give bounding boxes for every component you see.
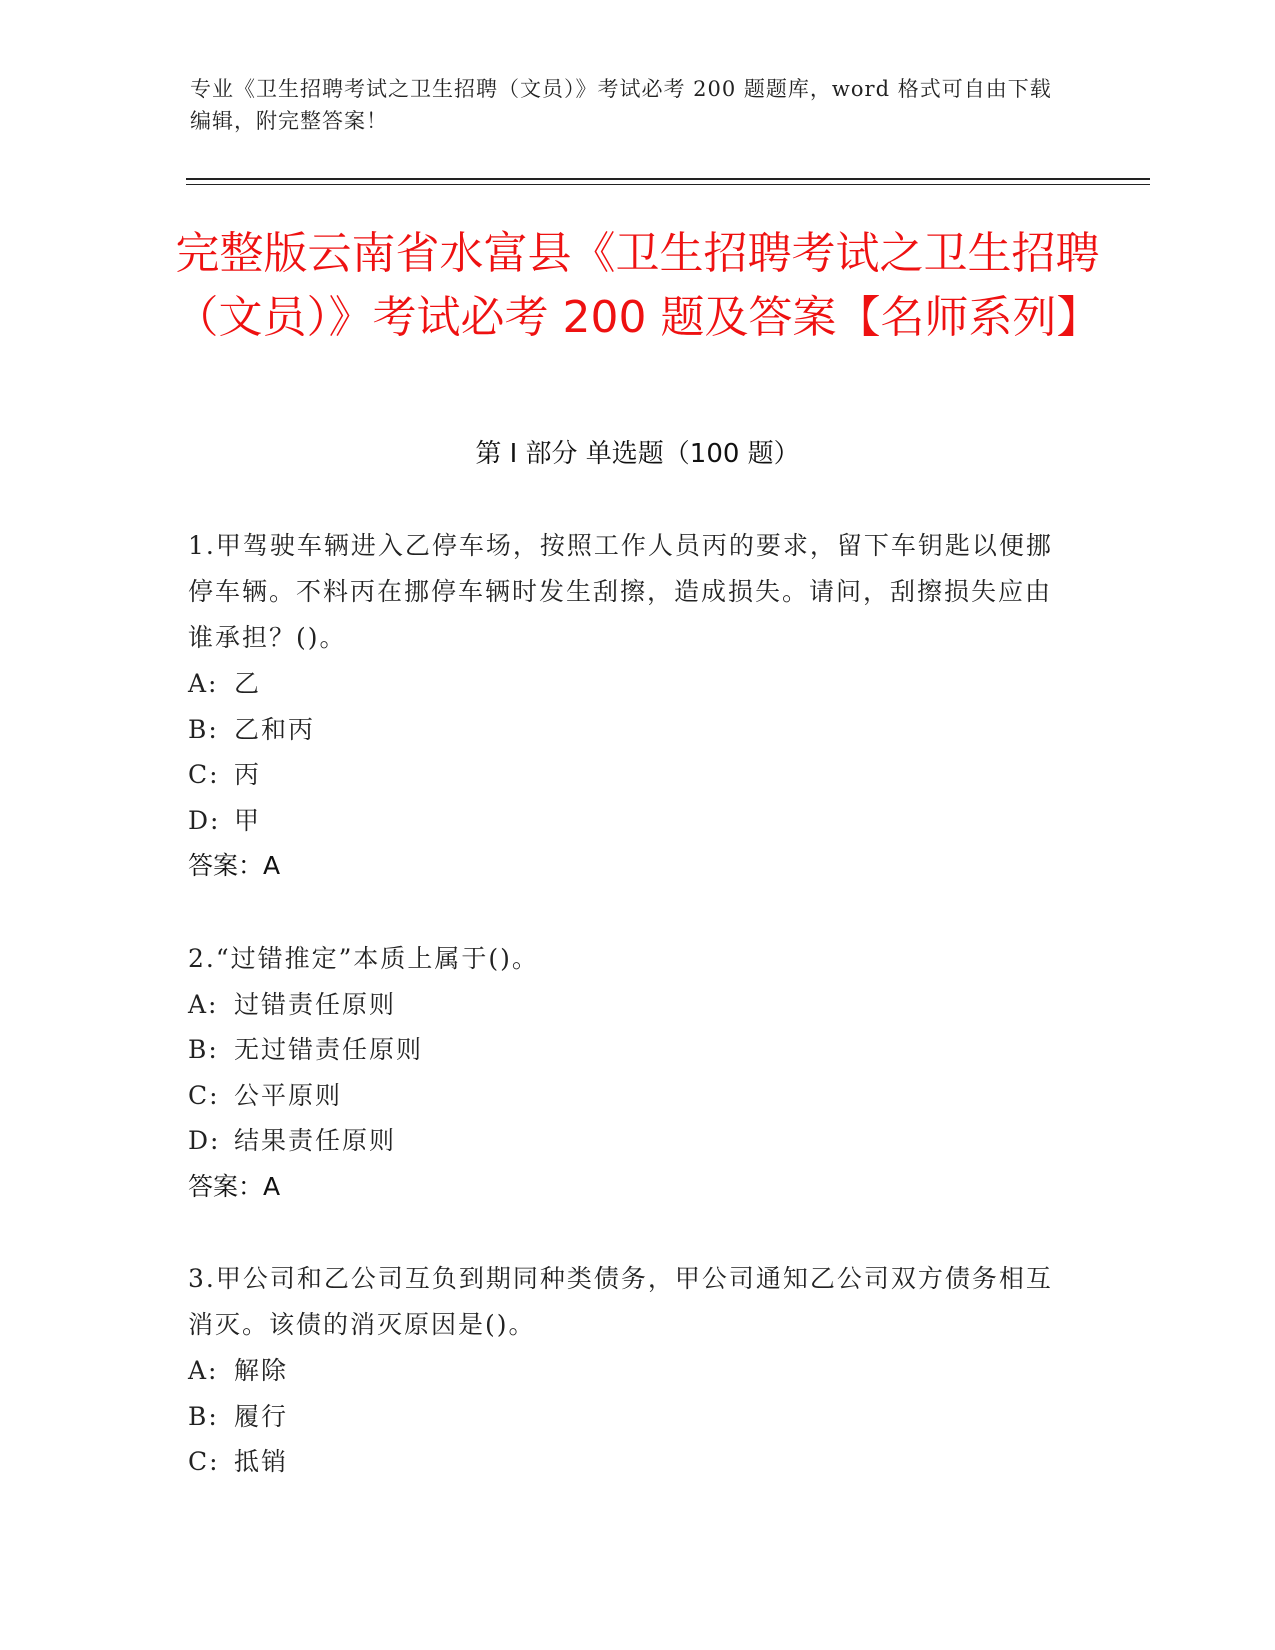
question-list xyxy=(188,523,1068,1532)
answer-value: A xyxy=(263,851,281,880)
option-label: B: xyxy=(188,1035,219,1064)
option-text: 丙 xyxy=(234,760,262,789)
question-stem: 3.甲公司和乙公司互负到期同种类债务，甲公司通知乙公司双方债务相互消灭。该债的消灭原因是()。 xyxy=(188,1264,1053,1339)
answer-line xyxy=(188,1164,1068,1210)
option-d xyxy=(188,798,1068,844)
answer-prefix: 答案： xyxy=(188,851,264,880)
header-divider-thick xyxy=(186,178,1150,180)
option-label: C: xyxy=(188,1080,220,1110)
option-text: 抵销 xyxy=(234,1447,289,1476)
option-text: 乙和丙 xyxy=(234,714,316,744)
option-label: A: xyxy=(188,1356,219,1385)
header-note: 专业《卫生招聘考试之卫生招聘（文员）》考试必考 200 题题库，word 格式可自由下载编辑，附完整答案！ xyxy=(190,77,1052,133)
option-d xyxy=(188,1118,1068,1164)
option-label: D: xyxy=(188,1126,221,1155)
answer-line xyxy=(188,843,1068,889)
option-a xyxy=(188,661,1068,707)
option-text: 乙 xyxy=(234,669,262,698)
option-text: 结果责任原则 xyxy=(234,1126,397,1155)
option-label: C: xyxy=(188,760,220,789)
option-label: D: xyxy=(188,805,221,835)
option-c xyxy=(188,752,1068,798)
question-3 xyxy=(188,1256,1068,1485)
option-a xyxy=(188,1348,1068,1394)
answer-prefix: 答案： xyxy=(188,1171,264,1201)
option-label: B: xyxy=(188,714,219,744)
answer-value: A xyxy=(263,1171,281,1201)
option-c xyxy=(188,1439,1068,1485)
section-title: 第 I 部分 单选题（100 题） xyxy=(475,439,800,469)
option-text: 解除 xyxy=(234,1356,289,1385)
option-label: C: xyxy=(188,1447,220,1476)
question-2 xyxy=(188,936,1068,1210)
option-c xyxy=(188,1073,1068,1119)
option-label: A: xyxy=(188,669,219,698)
option-label: B: xyxy=(188,1401,219,1431)
option-text: 无过错责任原则 xyxy=(234,1035,424,1064)
option-text: 过错责任原则 xyxy=(234,989,397,1019)
question-stem: 1.甲驾驶车辆进入乙停车场，按照工作人员丙的要求，留下车钥匙以便挪停车辆。不料丙在挪停车辆时发生刮擦，造成损失。请问，刮擦损失应由谁承担？()。 xyxy=(188,531,1053,652)
option-text: 公平原则 xyxy=(234,1080,343,1110)
option-text: 甲 xyxy=(234,805,262,835)
document-title: 完整版云南省水富县《卫生招聘考试之卫生招聘（文员）》考试必考 200 题及答案【名师系列】 xyxy=(174,228,1101,343)
option-text: 履行 xyxy=(234,1401,289,1431)
option-a xyxy=(188,982,1068,1028)
option-label: A: xyxy=(188,989,219,1019)
header-divider-thin xyxy=(186,184,1150,185)
option-b xyxy=(188,707,1068,753)
question-1 xyxy=(188,523,1068,889)
option-b xyxy=(188,1027,1068,1073)
question-stem: 2.“过错推定”本质上属于()。 xyxy=(188,943,539,973)
option-b xyxy=(188,1394,1068,1440)
